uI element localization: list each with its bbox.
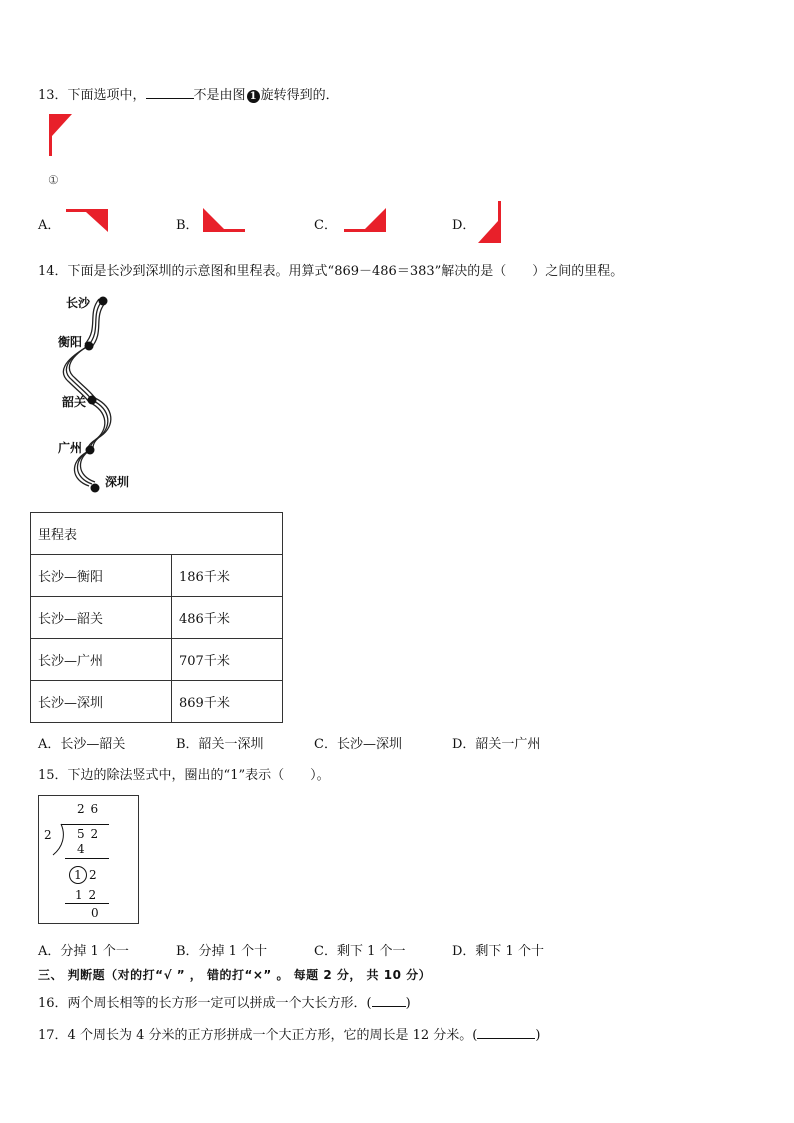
- q13-option-d-figure[interactable]: [477, 200, 505, 244]
- q14-text: 14．下面是长沙到深圳的示意图和里程表。用算式“869－486＝383”解决的是（ ）之间的里程。: [38, 264, 624, 279]
- q13-fig-label: ①: [48, 173, 59, 187]
- q13-option-a-figure[interactable]: [64, 206, 110, 234]
- q13-suffix: 不是由图: [193, 88, 246, 103]
- division-line2: [65, 903, 109, 904]
- division-line1: [65, 858, 109, 859]
- city-hengyang: 衡阳: [58, 335, 83, 349]
- q13-suffix2: 旋转得到的．: [260, 88, 339, 103]
- table-title: 里程表: [31, 513, 283, 555]
- section-3-heading: 三、 判断题（对的打“√ ” ， 错的打“×” 。 每题 2 分， 共 10 分）: [38, 968, 432, 982]
- table-cell-distance: 486千米: [172, 597, 283, 639]
- hengyang-dot: [85, 342, 94, 351]
- q13-option-b-figure[interactable]: [201, 206, 247, 234]
- table-cell-distance: 869千米: [172, 681, 283, 723]
- table-row: [31, 681, 283, 723]
- q13-option-c-figure[interactable]: [342, 206, 388, 234]
- city-shenzhen: 深圳: [105, 475, 130, 489]
- division-quotient: 2 6: [77, 802, 100, 816]
- division-dividend: 5 2: [77, 827, 100, 841]
- table-cell-route: 长沙—韶关: [31, 597, 172, 639]
- q15-option-a[interactable]: A．分掉 1 个一: [38, 944, 129, 959]
- q13-figure: [46, 112, 76, 158]
- q16-statement: 16．两个周长相等的长方形一定可以拼成一个大长方形．(: [38, 996, 372, 1011]
- city-shaoguan: 韶关: [62, 395, 87, 409]
- q13-text: [38, 84, 339, 103]
- q13-option-b[interactable]: B．: [176, 218, 199, 233]
- q15-text: 15．下边的除法竖式中，圈出的“1”表示（ ）。: [38, 768, 330, 783]
- q15-option-b[interactable]: B．分掉 1 个十: [176, 944, 268, 959]
- division-bracket: [51, 823, 65, 857]
- division-step3: 1 2: [75, 888, 98, 902]
- q14-option-d[interactable]: D．韶关一广州: [452, 737, 541, 752]
- q13-prefix: 13．下面选项中，: [38, 88, 146, 103]
- q17-statement: 17．4 个周长为 4 分米的正方形拼成一个大正方形，它的周长是 12 分米。(: [38, 1028, 478, 1043]
- q16-end: ): [405, 996, 411, 1011]
- q16-answer-blank[interactable]: [372, 994, 406, 1007]
- shaoguan-dot: [88, 396, 97, 405]
- changsha-dot: [99, 297, 108, 306]
- division-bar: [61, 824, 109, 825]
- table-cell-route: 长沙—广州: [31, 639, 172, 681]
- table-cell-distance: 707千米: [172, 639, 283, 681]
- table-cell-route: 长沙—衡阳: [31, 555, 172, 597]
- q13-circled-ref: 1: [247, 90, 260, 103]
- city-changsha: 长沙: [66, 296, 91, 310]
- q13-option-a[interactable]: A．: [38, 218, 61, 233]
- q15-option-d[interactable]: D．剩下 1 个十: [452, 944, 544, 959]
- shenzhen-dot: [91, 484, 100, 493]
- table-row: [31, 555, 283, 597]
- q14-option-c[interactable]: C．长沙—深圳: [314, 737, 402, 752]
- q17-answer-blank[interactable]: [477, 1026, 535, 1039]
- q16-text: [38, 992, 411, 1011]
- q17-text: [38, 1024, 540, 1043]
- division-divisor: 2: [44, 828, 52, 842]
- table-row: [31, 639, 283, 681]
- table-row: [31, 597, 283, 639]
- q14-option-a[interactable]: A．长沙—韶关: [38, 737, 126, 752]
- division-step2-rest: 2: [89, 868, 97, 882]
- guangzhou-dot: [86, 446, 95, 455]
- q15-option-c[interactable]: C．剩下 1 个一: [314, 944, 406, 959]
- q13-option-d[interactable]: D．: [452, 218, 476, 233]
- table-cell-distance: 186千米: [172, 555, 283, 597]
- division-remainder: 0: [91, 906, 99, 920]
- q13-option-c[interactable]: C．: [314, 218, 337, 233]
- division-box: [38, 795, 139, 924]
- table-title-row: [31, 513, 283, 555]
- circled-digit[interactable]: 1: [69, 866, 87, 884]
- q13-answer-blank[interactable]: [146, 86, 194, 99]
- q14-option-b[interactable]: B．韶关一深圳: [176, 737, 264, 752]
- table-cell-route: 长沙—深圳: [31, 681, 172, 723]
- mileage-table: [30, 512, 283, 723]
- division-step1: 4: [77, 842, 85, 856]
- city-guangzhou: 广州: [58, 441, 83, 455]
- q17-end: ): [535, 1028, 541, 1043]
